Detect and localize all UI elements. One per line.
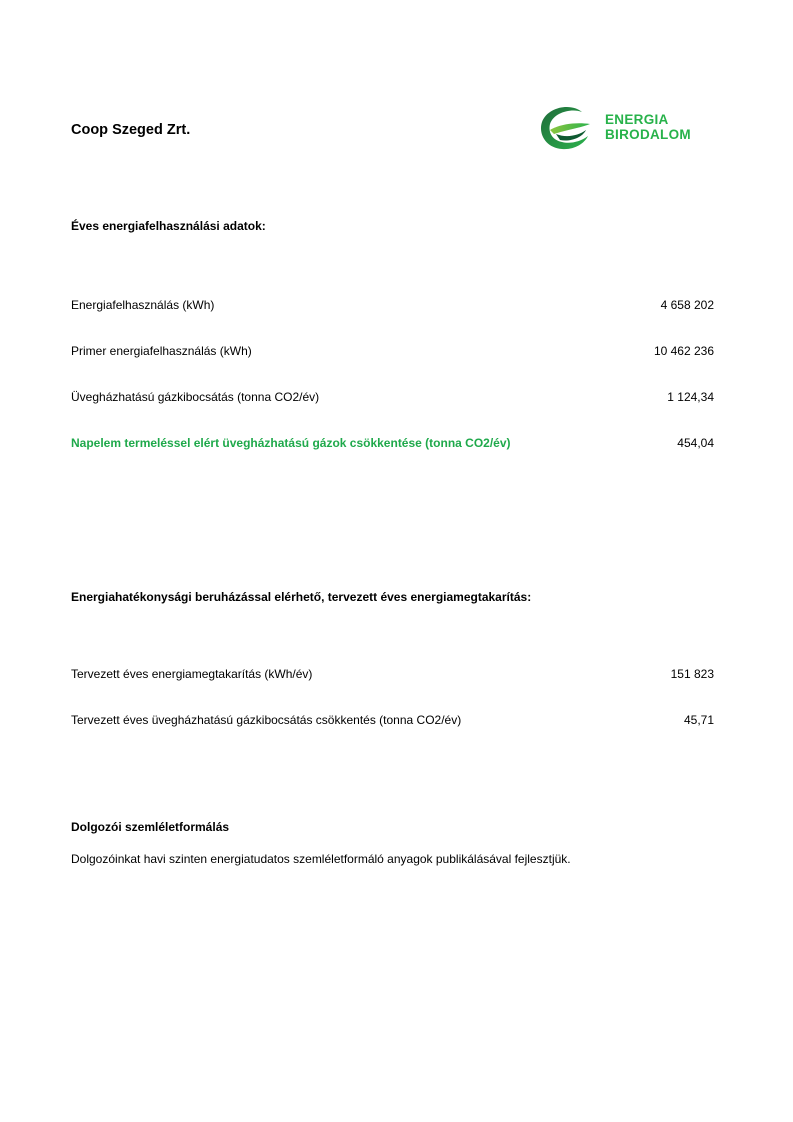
row-value: 4 658 202: [660, 298, 714, 312]
row-label: Tervezett éves üvegházhatású gázkibocsátás csökkentés (tonna CO2/év): [71, 713, 462, 727]
row-label: Primer energiafelhasználás (kWh): [71, 344, 252, 358]
data-row: [71, 713, 714, 727]
data-row-highlight: [71, 436, 714, 450]
row-value: 45,71: [683, 713, 714, 727]
row-value: 10 462 236: [653, 344, 714, 358]
row-value: 151 823: [670, 667, 714, 681]
employee-awareness-text: Dolgozóinkat havi szinten energiatudatos szemléletformáló anyagok publikálásával fejlesztjük.: [71, 852, 571, 866]
data-row: [71, 344, 714, 358]
logo-text-line2: BIRODALOM: [605, 127, 691, 142]
data-row: [71, 667, 714, 681]
row-label: Energiafelhasználás (kWh): [71, 298, 215, 312]
data-row: [71, 298, 714, 312]
row-value: 1 124,34: [667, 390, 714, 404]
logo-swirl-icon: [536, 104, 592, 154]
section-heading-employee-awareness: Dolgozói szemléletformálás: [71, 820, 230, 834]
row-label: Tervezett éves energiamegtakarítás (kWh/év): [71, 667, 313, 681]
section-heading-savings: Energiahatékonysági beruházással elérhető, tervezett éves energiamegtakarítás:: [71, 590, 532, 604]
row-value: 454,04: [677, 436, 714, 450]
row-label: Üvegházhatású gázkibocsátás (tonna CO2/év): [71, 390, 320, 404]
data-row: [71, 390, 714, 404]
company-name: Coop Szeged Zrt.: [71, 122, 191, 138]
row-label: Napelem termeléssel elért üvegházhatású gázok csökkentése (tonna CO2/év): [71, 436, 511, 450]
logo-text-line1: ENERGIA: [605, 112, 669, 127]
energia-birodalom-logo: [536, 104, 706, 154]
section-heading-energy-use: Éves energiafelhasználási adatok:: [71, 219, 266, 233]
